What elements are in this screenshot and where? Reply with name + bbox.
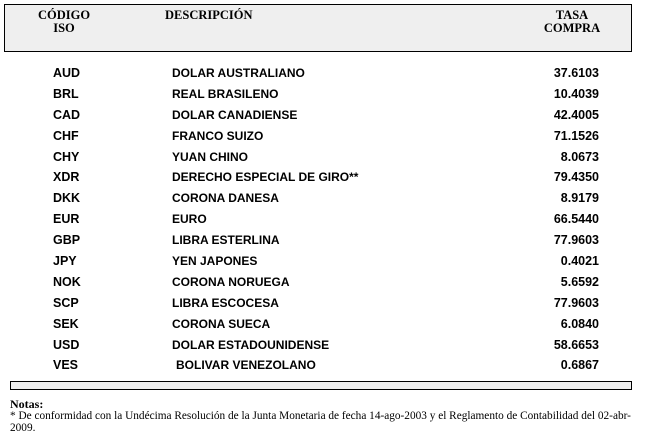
currency-rate: 5.6592 bbox=[560, 274, 599, 289]
currency-description: CORONA SUECA bbox=[172, 316, 271, 331]
table-row bbox=[0, 356, 659, 377]
currency-code: SEK bbox=[53, 316, 79, 331]
currency-code: SCP bbox=[53, 295, 79, 310]
currency-code: AUD bbox=[53, 66, 81, 80]
notes-text: * De conformidad con la Undécima Resolución de la Junta Monetaria de fecha 14-ago-2003 y el Reglamento de Contabilidad del 02-abr-2009. bbox=[10, 410, 631, 434]
table-row bbox=[0, 294, 659, 315]
currency-rate: 71.1526 bbox=[553, 128, 599, 143]
currency-rate: 79.4350 bbox=[553, 170, 599, 185]
currency-rate: 8.9179 bbox=[560, 191, 599, 206]
currency-code: USD bbox=[53, 337, 80, 352]
currency-description: REAL BRASILENO bbox=[172, 86, 279, 101]
currency-rate: 58.6653 bbox=[553, 337, 599, 352]
table-footer-bar bbox=[10, 381, 632, 390]
currency-description: LIBRA ESTERLINA bbox=[172, 233, 280, 248]
header-rate-line1: TASA bbox=[555, 8, 589, 22]
currency-code: CHY bbox=[53, 149, 80, 164]
currency-description: DOLAR AUSTRALIANO bbox=[172, 66, 305, 80]
currency-code: VES bbox=[53, 358, 79, 373]
currency-rate: 77.9603 bbox=[553, 295, 599, 310]
currency-description: EURO bbox=[172, 212, 207, 227]
currency-rate: 37.6103 bbox=[553, 66, 599, 80]
currency-rate: 0.6867 bbox=[560, 358, 599, 373]
currency-code: CHF bbox=[53, 128, 79, 143]
currency-description: DERECHO ESPECIAL DE GIRO** bbox=[172, 170, 359, 185]
currency-description: BOLIVAR VENEZOLANO bbox=[176, 358, 316, 373]
currency-rate: 10.4039 bbox=[553, 86, 599, 101]
currency-code: DKK bbox=[53, 191, 81, 206]
header-rate-line2: COMPRA bbox=[543, 21, 601, 35]
currency-code: XDR bbox=[53, 170, 80, 185]
currency-code: JPY bbox=[53, 254, 77, 269]
table-row bbox=[0, 210, 659, 231]
table-row bbox=[0, 252, 659, 273]
header-code-line1: CÓDIGO bbox=[37, 8, 91, 22]
currency-description: DOLAR ESTADOUNIDENSE bbox=[172, 337, 330, 352]
table-row bbox=[0, 127, 659, 148]
currency-description: YEN JAPONES bbox=[172, 254, 258, 269]
currency-description: FRANCO SUIZO bbox=[172, 128, 264, 143]
currency-rate: 77.9603 bbox=[553, 233, 599, 248]
currency-rate: 6.0840 bbox=[560, 316, 599, 331]
currency-rate: 66.5440 bbox=[553, 212, 599, 227]
currency-description: DOLAR CANADIENSE bbox=[172, 107, 298, 122]
table-row bbox=[0, 315, 659, 336]
currency-description: LIBRA ESCOCESA bbox=[172, 295, 279, 310]
currency-code: GBP bbox=[53, 233, 81, 248]
header-code-iso bbox=[28, 9, 100, 35]
table-row bbox=[0, 85, 659, 106]
table-row bbox=[0, 231, 659, 252]
currency-code: NOK bbox=[53, 274, 81, 289]
currency-rate: 8.0673 bbox=[560, 149, 599, 164]
currency-code: BRL bbox=[53, 86, 79, 101]
table-row bbox=[0, 336, 659, 357]
table-row bbox=[0, 273, 659, 294]
currency-description: CORONA NORUEGA bbox=[172, 274, 290, 289]
table-row bbox=[0, 106, 659, 127]
table-row bbox=[0, 189, 659, 210]
currency-description: CORONA DANESA bbox=[172, 191, 279, 206]
exchange-rate-table bbox=[0, 64, 659, 377]
currency-rate: 0.4021 bbox=[560, 254, 599, 269]
table-row bbox=[0, 168, 659, 189]
header-description: DESCRIPCIÓN bbox=[165, 8, 253, 22]
currency-code: EUR bbox=[53, 212, 80, 227]
header-rate bbox=[532, 9, 612, 35]
header-code-line2: ISO bbox=[53, 21, 75, 35]
currency-code: CAD bbox=[53, 107, 81, 122]
notes-title: Notas: bbox=[10, 397, 44, 411]
table-row bbox=[0, 64, 659, 85]
currency-rate: 42.4005 bbox=[553, 107, 599, 122]
table-row bbox=[0, 148, 659, 169]
currency-description: YUAN CHINO bbox=[172, 149, 249, 164]
